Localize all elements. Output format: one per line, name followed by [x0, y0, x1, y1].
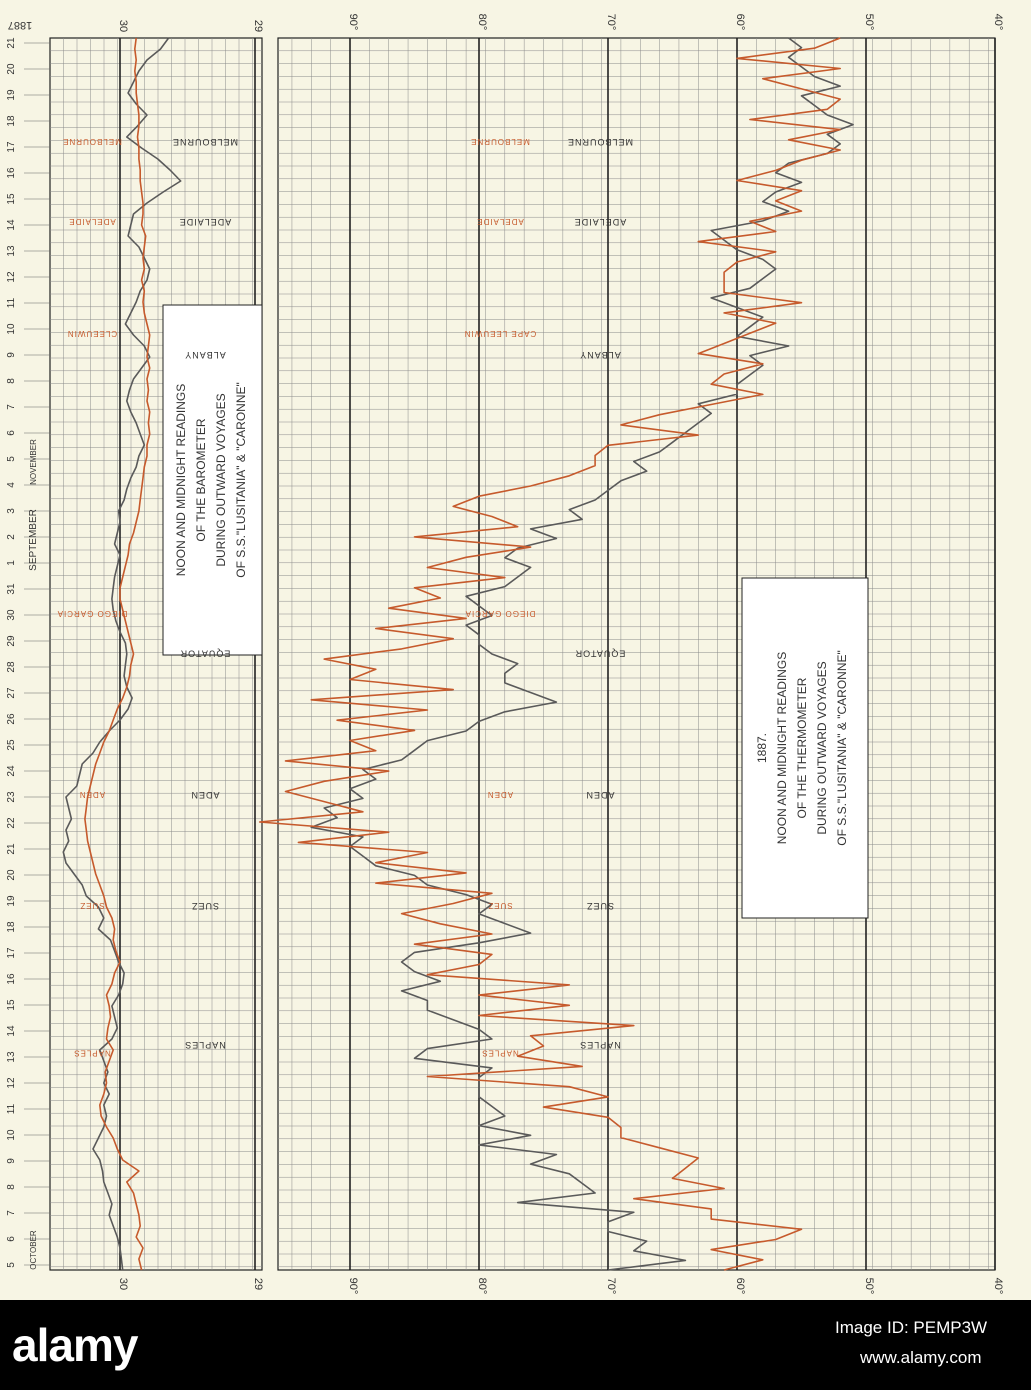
day-tick: 19 [6, 895, 17, 907]
day-tick: 10 [6, 1129, 17, 1141]
thermometer-black-place-label: ALBANY [579, 350, 621, 361]
barometer-title-line: NOON AND MIDNIGHT READINGS [174, 383, 188, 577]
year-label: 1887 [7, 19, 33, 31]
thermometer-red-place-label: MELBOURNE [470, 137, 530, 147]
thermometer-red-place-label: CAPE LEEUWIN [463, 329, 537, 339]
day-tick: 4 [6, 482, 17, 488]
day-tick: 26 [6, 713, 17, 725]
day-axis [6, 19, 50, 1270]
day-tick: 11 [6, 1103, 17, 1115]
barometer-black-place-label: ADELAIDE [178, 217, 232, 228]
day-tick: 30 [6, 609, 17, 621]
barometer-panel [50, 20, 264, 1290]
day-tick: 18 [6, 115, 17, 127]
thermometer-black-place-label: EQUATOR [574, 648, 626, 659]
thermometer-panel [260, 14, 1004, 1295]
day-tick: 7 [6, 1210, 17, 1216]
thermometer-title-line: OF THE THERMOMETER [795, 677, 809, 819]
day-tick: 6 [6, 1236, 17, 1242]
day-tick: 3 [6, 508, 17, 514]
thermometer-title-line: DURING OUTWARD VOYAGES [815, 661, 829, 835]
thermometer-black-place-label: MELBOURNE [566, 137, 634, 148]
barometer-tick-top: 29 [252, 19, 264, 33]
thermometer-black-place-label: NAPLES [579, 1040, 621, 1051]
day-tick: 13 [6, 245, 17, 257]
barometer-tick-bottom: 29 [252, 1277, 264, 1291]
day-tick: 20 [6, 63, 17, 75]
day-tick: 29 [6, 635, 17, 647]
thermometer-red-place-label: ADELAIDE [476, 217, 524, 227]
day-tick: 13 [6, 1051, 17, 1063]
thermometer-tick-bottom: 90° [347, 1277, 359, 1295]
thermometer-tick-bottom: 40° [992, 1277, 1004, 1295]
barometer-red-place-label: ADELAIDE [68, 217, 116, 227]
day-tick: 21 [6, 843, 17, 855]
thermometer-black-place-label: SUEZ [585, 900, 615, 911]
day-tick: 20 [6, 869, 17, 881]
thermometer-tick-top: 50° [863, 13, 875, 31]
thermometer-black-place-label: ADELAIDE [573, 217, 627, 228]
barometer-black-place-label: ADEN [190, 789, 220, 800]
day-tick: 14 [6, 1025, 17, 1037]
day-tick: 11 [6, 297, 17, 309]
barometer-black-place-label: SUEZ [190, 900, 220, 911]
barometer-black-place-label: MELBOURNE [171, 137, 239, 148]
barometer-red-place-label: DIEGO GARCIA [56, 608, 128, 618]
barometer-title-line: OF THE BAROMETER [194, 418, 208, 542]
thermometer-tick-top: 80° [476, 13, 488, 31]
day-tick: 9 [6, 352, 17, 358]
thermometer-tick-bottom: 70° [605, 1277, 617, 1295]
month-september: SEPTEMBER [28, 509, 39, 571]
day-tick: 10 [6, 323, 17, 335]
thermometer-black-place-label: ADEN [585, 789, 615, 800]
barometer-black-place-label: EQUATOR [179, 648, 231, 659]
thermometer-tick-bottom: 80° [476, 1277, 488, 1295]
barometer-red-place-label: ADEN [78, 789, 106, 799]
day-tick: 7 [6, 404, 17, 410]
day-tick: 31 [6, 583, 17, 595]
day-tick: 5 [6, 456, 17, 462]
watermark-image-id: Image ID: PEMP3W [835, 1318, 988, 1337]
day-tick: 8 [6, 378, 17, 384]
day-tick: 24 [6, 765, 17, 777]
day-tick: 23 [6, 791, 17, 803]
day-tick: 15 [6, 999, 17, 1011]
thermometer-tick-top: 70° [605, 13, 617, 31]
day-tick: 6 [6, 430, 17, 436]
thermometer-tick-bottom: 60° [734, 1277, 746, 1295]
thermometer-title-line: 1887. [755, 732, 769, 764]
day-tick: 12 [6, 1077, 17, 1089]
barometer-black-place-label: ALBANY [184, 350, 226, 361]
thermometer-tick-top: 60° [734, 13, 746, 31]
day-tick: 15 [6, 193, 17, 205]
day-tick: 21 [6, 37, 17, 49]
thermometer-red-place-label: ADEN [486, 789, 514, 799]
thermometer-tick-top: 40° [992, 13, 1004, 31]
thermometer-red-place-label: SUEZ [487, 900, 513, 910]
thermometer-red-place-label: DIEGO GARCIA [464, 608, 536, 618]
barometer-red-place-label: NAPLES [73, 1048, 111, 1058]
day-tick: 9 [6, 1158, 17, 1164]
thermometer-tick-top: 90° [347, 13, 359, 31]
day-tick: 17 [6, 141, 17, 153]
watermark-bar [0, 1300, 1031, 1390]
barometer-red-place-label: MELBOURNE [62, 137, 122, 147]
thermometer-tick-bottom: 50° [863, 1277, 875, 1295]
thermometer-red-place-label: NAPLES [481, 1048, 519, 1058]
day-tick: 19 [6, 89, 17, 101]
thermometer-title-line: NOON AND MIDNIGHT READINGS [775, 651, 789, 845]
barometer-red-place-label: CLEEUWIN [66, 329, 118, 339]
day-tick: 12 [6, 271, 17, 283]
day-tick: 8 [6, 1184, 17, 1190]
watermark-site: www.alamy.com [860, 1348, 982, 1367]
day-tick: 14 [6, 219, 17, 231]
month-november: NOVEMBER [29, 439, 38, 485]
barometer-tick-bottom: 30 [117, 1277, 129, 1291]
day-tick: 28 [6, 661, 17, 673]
month-october: OCTOBER [29, 1230, 38, 1270]
day-tick: 1 [6, 560, 17, 566]
day-tick: 5 [6, 1262, 17, 1268]
day-tick: 2 [6, 534, 17, 540]
thermometer-title-line: OF S.S."LUSITANIA" & "CARONNE" [835, 650, 849, 846]
barometer-red-place-label: SUEZ [79, 900, 105, 910]
day-tick: 16 [6, 167, 17, 179]
watermark-brand: alamy [12, 1319, 138, 1371]
barometer-black-place-label: NAPLES [184, 1040, 226, 1051]
day-tick: 18 [6, 921, 17, 933]
day-tick: 16 [6, 973, 17, 985]
barometer-title-line: DURING OUTWARD VOYAGES [214, 393, 228, 567]
day-tick: 25 [6, 739, 17, 751]
barometer-tick-top: 30 [117, 19, 129, 33]
thermometer-title-box [742, 578, 868, 918]
barometer-title-line: OF S.S."LUSITANIA" & "CARONNE" [234, 382, 248, 578]
day-tick: 17 [6, 947, 17, 959]
day-tick: 27 [6, 687, 17, 699]
day-tick: 22 [6, 817, 17, 829]
thermometer-frame [278, 38, 995, 1270]
